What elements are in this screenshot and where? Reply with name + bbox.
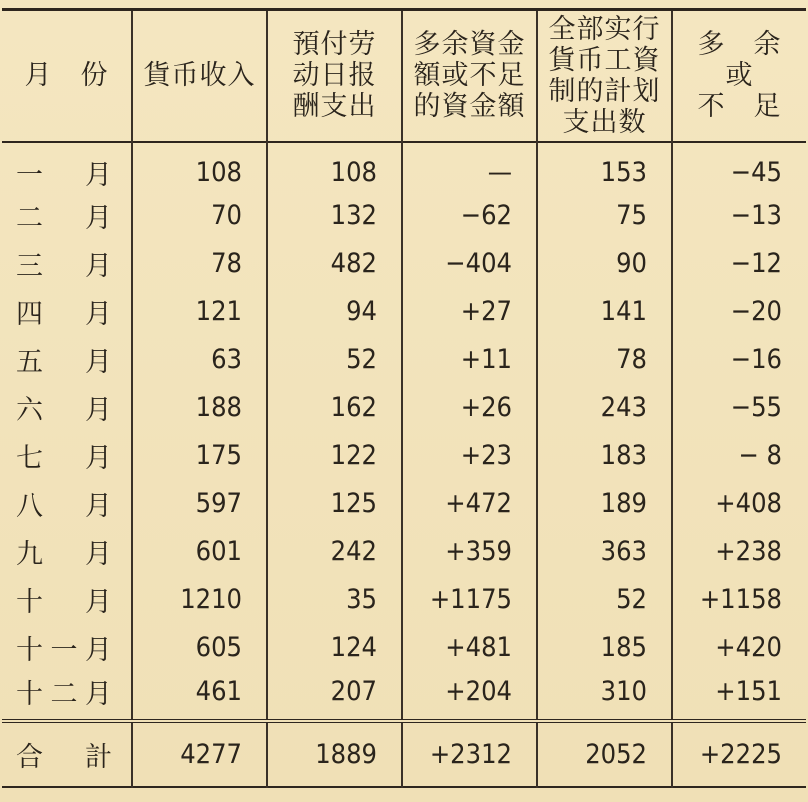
header-prepaid: 預付劳 动日报 酬支出 <box>267 10 402 142</box>
cell-income: 121 <box>132 288 267 336</box>
table-row <box>2 624 806 672</box>
cell-month <box>2 240 132 288</box>
month-label: 五 月 <box>16 347 112 378</box>
cell-month <box>2 142 132 192</box>
cell-income: 605 <box>132 624 267 672</box>
cell-diff: +359 <box>402 528 537 576</box>
cell-balance: +238 <box>672 528 806 576</box>
cell-month <box>2 384 132 432</box>
cell-planned: 185 <box>537 624 672 672</box>
table-row <box>2 528 806 576</box>
cell-diff: +27 <box>402 288 537 336</box>
cell-balance: +408 <box>672 480 806 528</box>
month-label: 一 月 <box>16 159 112 191</box>
header-diff: 多余資金 額或不足 的資金額 <box>402 10 537 142</box>
month-label: 九 月 <box>16 539 112 570</box>
cell-planned: 363 <box>537 528 672 576</box>
month-label: 七 月 <box>16 443 112 474</box>
cell-prepaid: 35 <box>267 576 402 624</box>
cell-income: 70 <box>132 192 267 240</box>
table-row <box>2 672 806 721</box>
cell-diff: −404 <box>402 240 537 288</box>
total-planned: 2052 <box>537 721 672 787</box>
cell-balance: −12 <box>672 240 806 288</box>
cell-diff: −62 <box>402 192 537 240</box>
cell-planned: 243 <box>537 384 672 432</box>
cell-diff: — <box>402 142 537 192</box>
header-income: 貨币收入 <box>132 10 267 142</box>
cell-balance: −16 <box>672 336 806 384</box>
table-row <box>2 432 806 480</box>
cell-prepaid: 122 <box>267 432 402 480</box>
cell-prepaid: 94 <box>267 288 402 336</box>
table-row <box>2 480 806 528</box>
cell-month <box>2 192 132 240</box>
cell-balance: +420 <box>672 624 806 672</box>
cell-income: 597 <box>132 480 267 528</box>
table-row <box>2 240 806 288</box>
cell-balance: −13 <box>672 192 806 240</box>
cell-balance: −45 <box>672 142 806 192</box>
cell-diff: +204 <box>402 672 537 721</box>
cell-balance: +151 <box>672 672 806 721</box>
cell-month <box>2 432 132 480</box>
cell-planned: 153 <box>537 142 672 192</box>
cell-month <box>2 528 132 576</box>
month-label: 二 月 <box>16 203 112 234</box>
cell-prepaid: 108 <box>267 142 402 192</box>
cell-income: 601 <box>132 528 267 576</box>
cell-month <box>2 288 132 336</box>
total-label-text: 合 計 <box>16 741 112 773</box>
table-row <box>2 576 806 624</box>
cell-diff: +23 <box>402 432 537 480</box>
month-label: 十 月 <box>16 587 112 618</box>
month-label: 四 月 <box>16 299 112 330</box>
cell-planned: 310 <box>537 672 672 721</box>
table-row <box>2 142 806 192</box>
month-label: 六 月 <box>16 395 112 426</box>
cell-diff: +1175 <box>402 576 537 624</box>
cell-diff: +481 <box>402 624 537 672</box>
cell-month <box>2 624 132 672</box>
month-label: 三 月 <box>16 251 112 282</box>
cell-income: 175 <box>132 432 267 480</box>
cell-balance: − 8 <box>672 432 806 480</box>
cell-planned: 141 <box>537 288 672 336</box>
cell-prepaid: 162 <box>267 384 402 432</box>
cell-diff: +11 <box>402 336 537 384</box>
total-label <box>2 721 132 787</box>
cell-prepaid: 124 <box>267 624 402 672</box>
cell-balance: −55 <box>672 384 806 432</box>
cell-planned: 78 <box>537 336 672 384</box>
cell-income: 108 <box>132 142 267 192</box>
cell-prepaid: 132 <box>267 192 402 240</box>
cell-planned: 75 <box>537 192 672 240</box>
total-row <box>2 721 806 787</box>
cell-prepaid: 242 <box>267 528 402 576</box>
header-row <box>2 10 806 142</box>
month-label: 十 二 月 <box>16 678 112 710</box>
cell-month <box>2 336 132 384</box>
cell-month <box>2 672 132 721</box>
cell-income: 63 <box>132 336 267 384</box>
cell-income: 78 <box>132 240 267 288</box>
month-label: 十 一 月 <box>16 635 112 666</box>
cell-prepaid: 207 <box>267 672 402 721</box>
cell-planned: 183 <box>537 432 672 480</box>
cell-prepaid: 52 <box>267 336 402 384</box>
header-month: 月 份 <box>24 60 109 92</box>
total-prepaid: 1889 <box>267 721 402 787</box>
table-row <box>2 288 806 336</box>
cell-planned: 52 <box>537 576 672 624</box>
total-diff: +2312 <box>402 721 537 787</box>
cell-planned: 90 <box>537 240 672 288</box>
header-planned: 全部实行 貨币工資 制的計划 支出数 <box>537 10 672 142</box>
cell-planned: 189 <box>537 480 672 528</box>
table-row <box>2 384 806 432</box>
month-label: 八 月 <box>16 491 112 522</box>
cell-prepaid: 125 <box>267 480 402 528</box>
cell-income: 1210 <box>132 576 267 624</box>
cell-month <box>2 480 132 528</box>
cell-prepaid: 482 <box>267 240 402 288</box>
total-balance: +2225 <box>672 721 806 787</box>
cell-diff: +472 <box>402 480 537 528</box>
cell-income: 188 <box>132 384 267 432</box>
table-row <box>2 192 806 240</box>
cell-income: 461 <box>132 672 267 721</box>
cell-diff: +26 <box>402 384 537 432</box>
cell-balance: −20 <box>672 288 806 336</box>
cell-balance: +1158 <box>672 576 806 624</box>
monetary-balance-table <box>2 8 806 788</box>
total-income: 4277 <box>132 721 267 787</box>
cell-month <box>2 576 132 624</box>
table-row <box>2 336 806 384</box>
header-balance: 多 余 或 不 足 <box>672 10 806 142</box>
